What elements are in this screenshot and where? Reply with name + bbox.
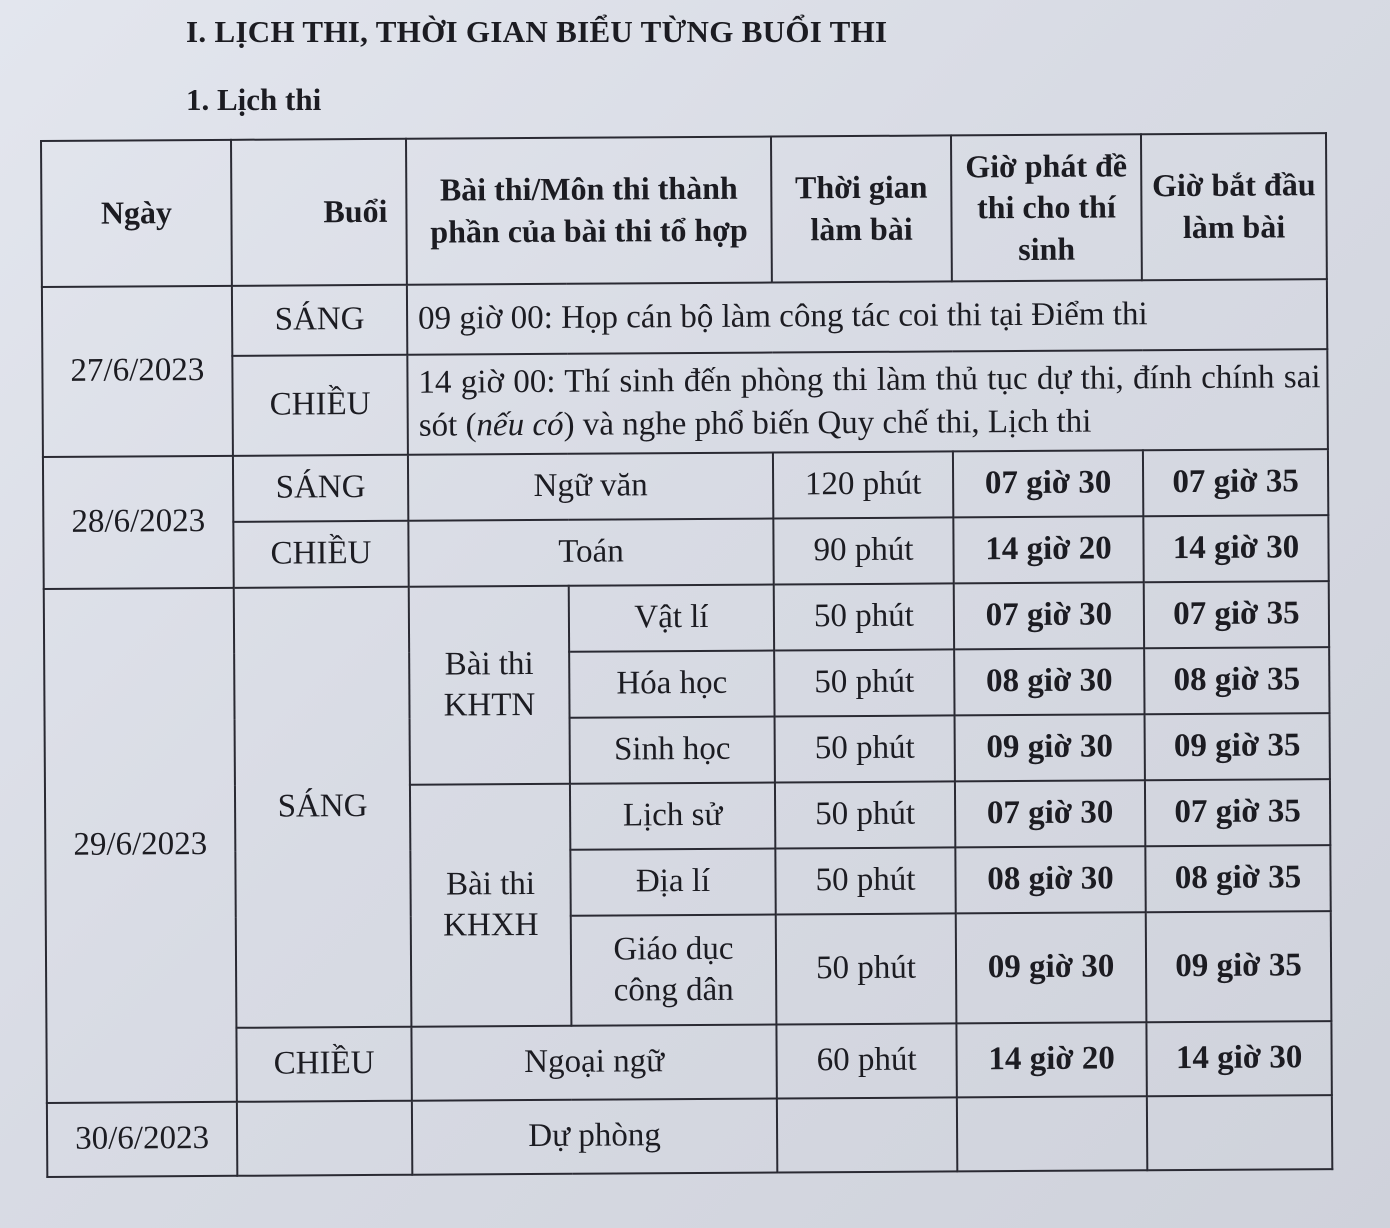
- start-time-cell: 09 giờ 35: [1146, 911, 1332, 1022]
- session-cell: SÁNG: [233, 455, 408, 522]
- subject-cell: Dự phòng: [412, 1099, 777, 1175]
- header-mon-thi: Bài thi/Môn thi thành phần của bài thi tổ hợp: [406, 137, 772, 285]
- start-time-cell: 08 giờ 35: [1144, 647, 1329, 714]
- header-ngay: Ngày: [41, 140, 232, 287]
- date-cell: 29/6/2023: [44, 588, 237, 1103]
- distribution-time-cell: 07 giờ 30: [954, 582, 1144, 649]
- notice-italic-text: nếu có: [476, 406, 564, 444]
- distribution-time-cell: 07 giờ 30: [953, 450, 1143, 517]
- distribution-time-cell: 08 giờ 30: [954, 648, 1144, 715]
- duration-cell: [777, 1097, 957, 1172]
- header-gio-bat-dau: Giờ bắt đầu làm bài: [1141, 133, 1327, 280]
- duration-cell: 50 phút: [774, 649, 954, 716]
- duration-cell: 50 phút: [775, 847, 955, 914]
- start-time-cell: 14 giờ 30: [1143, 515, 1328, 582]
- subject-cell: Lịch sử: [570, 783, 775, 850]
- exam-group-cell: Bài thi KHTN: [409, 586, 570, 785]
- notice-cell: [407, 349, 1328, 455]
- distribution-time-cell: 09 giờ 30: [956, 912, 1147, 1023]
- duration-cell: 90 phút: [773, 517, 953, 584]
- start-time-cell: [1147, 1095, 1332, 1170]
- notice-cell: 09 giờ 00: Họp cán bộ làm công tác coi thi tại Điểm thi: [407, 279, 1327, 355]
- header-gio-phat-de: Giờ phát đề thi cho thí sinh: [951, 134, 1142, 281]
- duration-cell: 50 phút: [775, 715, 955, 782]
- date-cell: 27/6/2023: [42, 286, 233, 457]
- section-heading: I. LỊCH THI, THỜI GIAN BIỂU TỪNG BUỔI THI: [186, 14, 888, 49]
- session-cell: [237, 1101, 412, 1176]
- table-row: [42, 349, 1328, 457]
- session-cell: SÁNG: [232, 285, 407, 356]
- subject-cell: Ngoại ngữ: [411, 1025, 776, 1101]
- table-row: [46, 1021, 1331, 1103]
- notice-text: 14 giờ 00: Thí sinh đến phòng thi làm thủ tục dự thi, đính chính sai sót (: [418, 359, 1321, 444]
- table-row: [44, 581, 1329, 655]
- table-header-row: [41, 133, 1327, 287]
- session-cell: CHIỀU: [232, 355, 408, 456]
- exam-schedule-table: [40, 132, 1333, 1178]
- date-cell: 28/6/2023: [43, 456, 234, 589]
- header-buoi: Buổi: [231, 139, 407, 286]
- table-row: [42, 279, 1327, 357]
- distribution-time-cell: [957, 1096, 1147, 1171]
- subject-cell: Toán: [408, 519, 773, 587]
- start-time-cell: 09 giờ 35: [1145, 713, 1330, 780]
- distribution-time-cell: 14 giờ 20: [953, 516, 1143, 583]
- distribution-time-cell: 14 giờ 20: [956, 1022, 1146, 1097]
- subject-cell: Vật lí: [569, 585, 774, 652]
- start-time-cell: 08 giờ 35: [1145, 845, 1330, 912]
- distribution-time-cell: 08 giờ 30: [955, 846, 1145, 913]
- header-thoi-gian: Thời gian làm bài: [771, 135, 952, 282]
- session-cell: SÁNG: [234, 587, 412, 1028]
- table-row: [47, 1095, 1332, 1177]
- duration-cell: 50 phút: [775, 781, 955, 848]
- session-cell: CHIỀU: [233, 521, 408, 588]
- notice-text: ) và nghe phổ biến Quy chế thi, Lịch thi: [563, 403, 1092, 443]
- duration-cell: 60 phút: [776, 1023, 956, 1098]
- table-row: [43, 515, 1328, 589]
- start-time-cell: 14 giờ 30: [1146, 1021, 1331, 1096]
- distribution-time-cell: 07 giờ 30: [955, 780, 1145, 847]
- duration-cell: 50 phút: [776, 913, 957, 1024]
- duration-cell: 50 phút: [774, 583, 954, 650]
- subject-cell: Ngữ văn: [408, 453, 773, 521]
- date-cell: 30/6/2023: [47, 1102, 237, 1177]
- session-cell: CHIỀU: [236, 1027, 411, 1102]
- distribution-time-cell: 09 giờ 30: [955, 714, 1145, 781]
- subject-cell: Hóa học: [569, 651, 774, 718]
- start-time-cell: 07 giờ 35: [1145, 779, 1330, 846]
- duration-cell: 120 phút: [773, 451, 953, 518]
- subject-cell: Sinh học: [570, 717, 775, 784]
- subject-cell: Địa lí: [570, 849, 775, 916]
- subject-cell: Giáo dục công dân: [571, 915, 777, 1026]
- subsection-heading: 1. Lịch thi: [186, 82, 322, 117]
- table-row: [43, 449, 1328, 523]
- start-time-cell: 07 giờ 35: [1143, 449, 1328, 516]
- start-time-cell: 07 giờ 35: [1144, 581, 1329, 648]
- exam-group-cell: Bài thi KHXH: [410, 784, 571, 1027]
